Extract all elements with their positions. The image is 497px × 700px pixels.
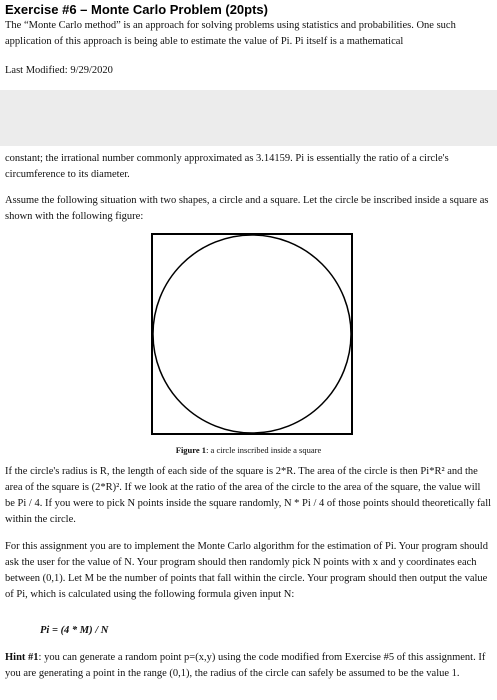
hint-label: Hint #1 xyxy=(5,652,39,663)
radius-paragraph: If the circle's radius is R, the length of each side of the square is 2*R. The area of the circle is then Pi*R² and the area of the square is (2*R)². If we look at the ratio of the area of the circle to the area of the square, the value will be Pi / 4. If you were to pick N points inside the square randomly, N * Pi / 4 of those points should theoretically fall within the circle. xyxy=(5,466,492,525)
assume-paragraph: Assume the following situation with two shapes, a circle and a square. Let the circle be inscribed inside a square as shown with the following figure: xyxy=(5,195,489,222)
figure-caption-label: Figure 1 xyxy=(175,445,207,455)
figure-caption xyxy=(0,445,497,455)
hint-text: : you can generate a random point p=(x,y) using the code modified from Exercise #5 of this assignment. If you are generating a point in the range (0,1), the radius of the circle can safely be assumed to be the value 1. xyxy=(5,652,486,679)
last-modified: Last Modified: 9/29/2020 xyxy=(5,65,113,76)
page-title: Exercise #6 – Monte Carlo Problem (20pts) xyxy=(5,2,268,17)
hint-paragraph xyxy=(5,650,492,682)
figure-caption-text: : a circle inscribed inside a square xyxy=(206,445,322,455)
circle-square-diagram xyxy=(150,232,354,436)
pi-formula: Pi = (4 * M) / N xyxy=(40,625,109,636)
figure-circle-in-square xyxy=(150,232,354,436)
intro-paragraph: The “Monte Carlo method” is an approach for solving problems using statistics and probabilities. One such application of this approach is being able to estimate the value of Pi. Pi itself is a mathematical xyxy=(5,20,456,47)
constant-paragraph: constant; the irrational number commonly approximated as 3.14159. Pi is essentially the ratio of a circle's circumference to its diameter. xyxy=(5,153,449,180)
assignment-paragraph: For this assignment you are to implement the Monte Carlo algorithm for the estimation of Pi. Your program should ask the user for the value of N. Your program should then randomly pick N points with x and y coordinates each between (0,1). Let M be the number of points that fall within the circle. Your program should then output the value of Pi, which is calculated using the following formula given input N: xyxy=(5,541,488,600)
page-break-band xyxy=(0,90,497,146)
circle-shape xyxy=(153,235,351,433)
